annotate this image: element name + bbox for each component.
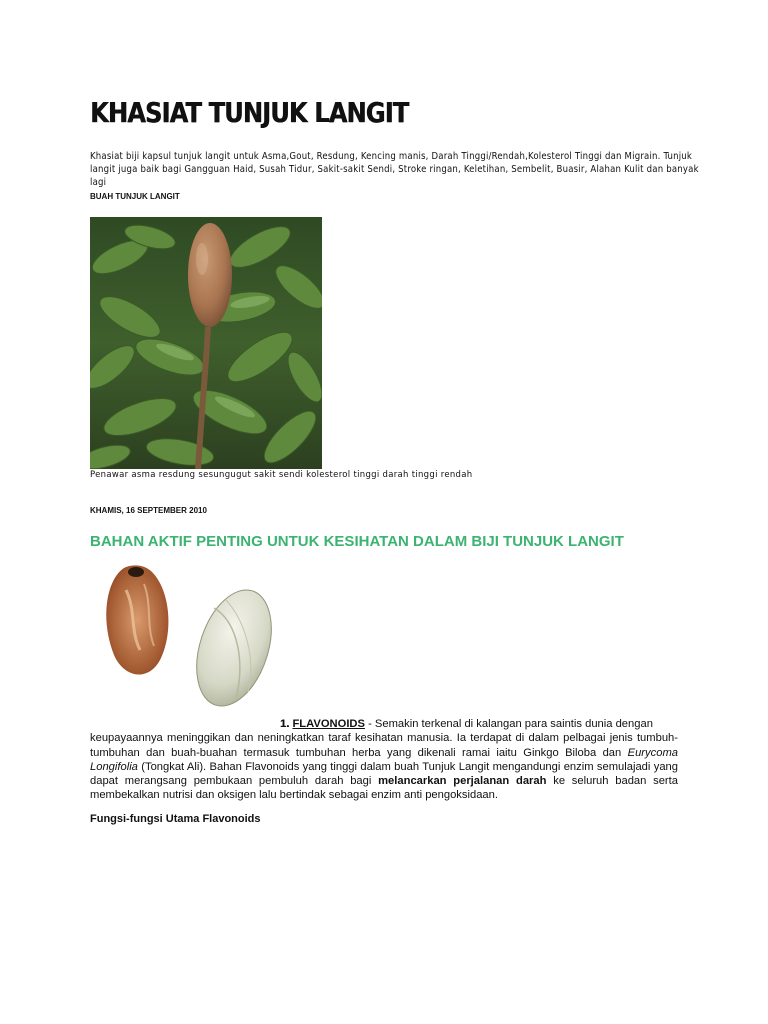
intro-paragraph: Khasiat biji kapsul tunjuk langit untuk Asma,Gout, Resdung, Kencing manis, Darah Tinggi/Rendah,Kolesterol Tinggi dan Migrain. Tunjuk langit juga baik bagi Gangguan Haid, Susah Tidur, Sakit-sakit Sendi, Stroke ringan, Keletihan, Sembelit, Buasir, Alahan Kulit dan banyak lagi	[90, 151, 699, 188]
species-name: Eurycoma Longifolia	[90, 746, 678, 773]
tunjuk-langit-seed-photo	[96, 560, 276, 710]
photo-caption: Penawar asma resdung sesungugut sakit sendi kolesterol tinggi darah tinggi rendah	[90, 470, 473, 480]
highlight-text: melancarkan perjalanan darah	[378, 775, 547, 788]
page-title: KHASIAT TUNJUK LANGIT	[90, 96, 409, 129]
flavonoids-term: FLAVONOIDS	[292, 718, 365, 730]
functions-heading: Fungsi-fungsi Utama Flavonoids	[90, 813, 261, 825]
paragraph-text-1: - Semakin terkenal di kalangan para saintis dunia dengan	[364, 718, 653, 730]
post-title: BAHAN AKTIF PENTING UNTUK KESIHATAN DALAM BIJI TUNJUK LANGIT	[90, 533, 624, 550]
flavonoids-paragraph: 1. FLAVONOIDS - Semakin terkenal di kalangan para saintis dunia dengan keupayaannya meninggikan dan neningkatkan taraf kesihatan manusia. Ia terdapat di dalam pelbagai jenis tumbuh-tumbuhan dan buah-buahan termasuk tumbuhan herba yang dikenali ramai iaitu Ginkgo Biloba dan Eurycoma Longifolia (Tongkat Ali). Bahan Flavonoids yang tinggi dalam buah Tunjuk Langit mengandungi enzim semulajadi yang dapat merangsang pembukaan pembuluh darah bagi melancarkan perjalanan darah ke seluruh badan serta membekalkan nutrisi dan oksigen lalu bertindak sebagai enzim anti pengoksidaan.	[90, 718, 678, 802]
paragraph-text-3: ke seluruh badan serta membekalkan nutrisi dan oksigen lalu bertindak sebagai enzim anti pengoksidaan.	[90, 775, 678, 802]
paragraph-lead	[90, 717, 678, 731]
tunjuk-langit-fruit-photo	[90, 217, 322, 469]
paragraph-text-2: (Tongkat Ali). Bahan Flavonoids yang tinggi dalam buah Tunjuk Langit mengandungi enzim semulajadi yang dapat merangsang pembukaan pembuluh darah bagi	[90, 760, 678, 788]
list-number: 1.	[280, 718, 290, 730]
fruit-section-label: BUAH TUNJUK LANGIT	[90, 192, 180, 201]
post-date: KHAMIS, 16 SEPTEMBER 2010	[90, 506, 207, 515]
